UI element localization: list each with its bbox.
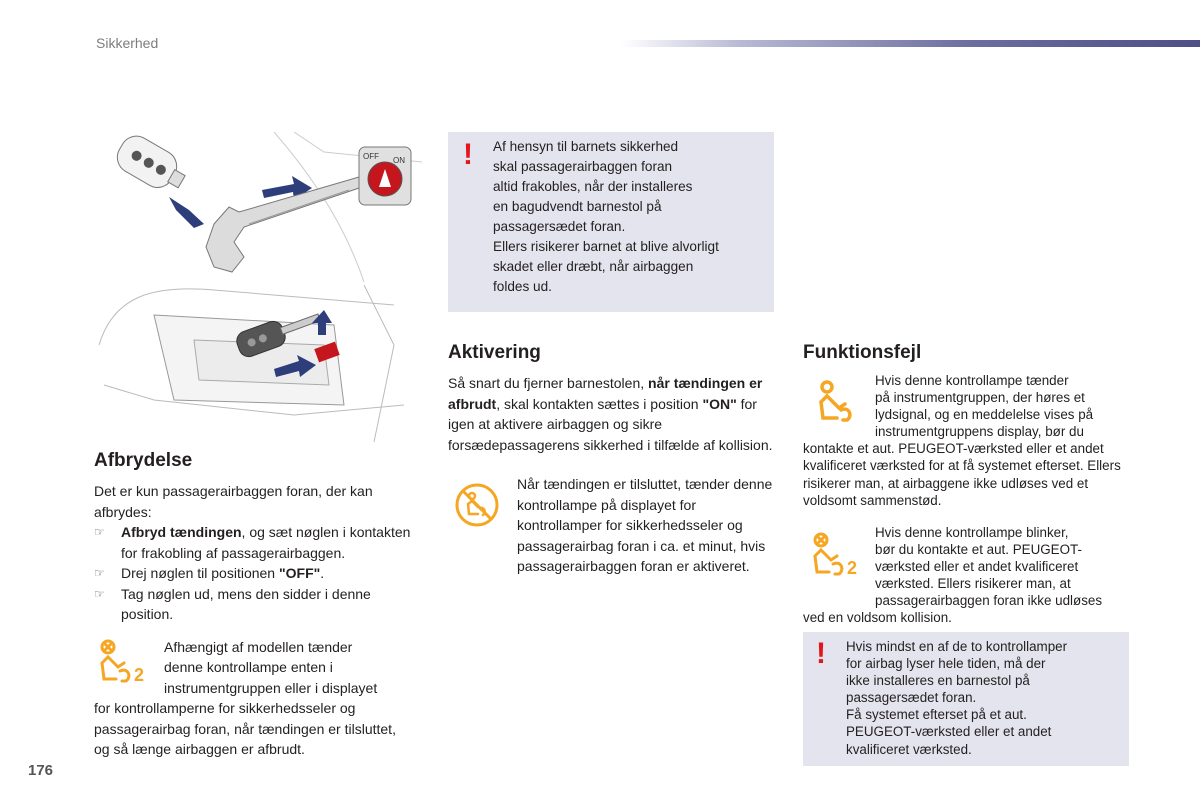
afbrydelse-note-line: denne kontrollampe enten i	[164, 659, 333, 675]
afbrydelse-intro: Det er kun passagerairbaggen foran, der kan afbrydes:	[94, 483, 373, 520]
svg-text:2: 2	[847, 557, 858, 578]
afbrydelse-section	[94, 450, 412, 760]
warning-line: passagersædet foran.	[846, 690, 977, 706]
funktionsfejl-rest: kontakte et aut. PEUGEOT-værksted eller et andet kvalificeret værksted for at få systemet efterset. Ellers risikerer man, at airbaggene ikke udløses ved et voldsomt sammenstød.	[803, 441, 1121, 508]
pointing-hand-icon: ☞	[94, 586, 105, 601]
funktionsfejl-line: værksted. Ellers risikerer man, at	[875, 576, 1071, 592]
funktionsfejl-line: Hvis denne kontrollampe tænder	[875, 373, 1069, 388]
list-item: ☞ Tag nøglen ud, mens den sidder i denne position.	[94, 585, 371, 622]
key-switch-drawing	[94, 132, 422, 282]
switch-on-label: ON	[393, 156, 405, 165]
warning-line: ikke installeres en barnestol på	[846, 673, 1030, 689]
warning-line: Få systemet efterset på et aut.	[846, 707, 1027, 723]
funktionsfejl-line: værksted eller et andet kvalificeret	[875, 558, 1079, 574]
exclamation-icon: !	[463, 138, 473, 171]
airbag-lamp-warning-box	[803, 632, 1129, 766]
warning-line: altid frakobles, når der installeres	[493, 179, 693, 194]
funktionsfejl-line: på instrumentgruppen, der høres et	[875, 390, 1085, 406]
afbrydelse-heading: Afbrydelse	[94, 450, 193, 471]
svg-text:2: 2	[134, 664, 145, 685]
funktionsfejl-section	[803, 342, 1131, 626]
afbrydelse-note-rest: for kontrollamperne for sikkerhedsseler og passagerairbag foran, når tændingen er tilsluttet, og så længe airbaggen er afbrudt.	[94, 700, 396, 757]
aktivering-note: Når tændingen er tilsluttet, tænder denne kontrollampe på displayet for kontrollamper for sikkerhedsseler og passagerairbag foran i ca. et minut, hvis passagerairbaggen foran er aktiveret.	[517, 476, 773, 574]
airbag-off-warning-icon	[94, 637, 160, 691]
warning-line: passagersædet foran.	[493, 219, 626, 234]
pointing-hand-icon: ☞	[94, 566, 105, 580]
funktionsfejl-line: instrumentgruppens display, bør du	[875, 424, 1084, 440]
aktivering-paragraph: Så snart du fjerner barnestolen, når tændingen er afbrudt, skal kontakten sættes i position "ON" for igen at aktivere airbaggen og sikre forsædepassagerens sikkerhed i tilfælde af kollision.	[448, 375, 773, 453]
airbag-lamp-warning-text	[846, 638, 1124, 758]
switch-off-label: OFF	[363, 152, 379, 161]
warning-line: en bagudvendt barnestol på	[493, 199, 662, 214]
warning-line: foldes ud.	[493, 279, 552, 294]
funktionsfejl-heading: Funktionsfejl	[803, 342, 922, 363]
warning-line: kvalificeret værksted.	[846, 741, 972, 757]
funktionsfejl-paragraph-1	[803, 372, 1131, 509]
funktionsfejl-line: ved en voldsom kollision.	[803, 610, 952, 626]
funktionsfejl-paragraph-2	[803, 524, 1131, 627]
warning-line: skal passagerairbaggen foran	[493, 159, 673, 174]
child-seat-warning-box	[448, 132, 774, 312]
warning-line: skadet eller dræbt, når airbaggen	[493, 259, 694, 274]
warning-line: Ellers risikerer barnet at blive alvorligt	[493, 239, 719, 254]
funktionsfejl-line: passagerairbaggen foran ikke udløses	[875, 593, 1103, 609]
warning-line: Hvis mindst en af de to kontrollamper	[846, 639, 1068, 654]
afbrydelse-note-line: Afhængigt af modellen tænder	[164, 638, 353, 655]
warning-line: for airbag lyser hele tiden, må der	[846, 656, 1046, 672]
funktionsfejl-line: Hvis denne kontrollampe blinker,	[875, 524, 1069, 540]
warning-line: PEUGEOT-værksted eller et andet	[846, 724, 1052, 740]
afbrydelse-note-line: instrumentgruppen eller i displayet	[164, 679, 378, 696]
pointing-hand-icon: ☞	[94, 525, 105, 539]
funktionsfejl-line: lydsignal, og en meddelelse vises på	[875, 407, 1094, 423]
header-bar	[622, 40, 1200, 47]
afbrydelse-steps	[94, 522, 412, 625]
afbrydelse-note	[94, 637, 412, 760]
child-seat-warning-text	[493, 137, 768, 297]
aktivering-heading: Aktivering	[448, 342, 541, 363]
key-switch-illustration	[94, 132, 422, 282]
aktivering-section	[448, 342, 774, 574]
airbag-off-warning-icon	[803, 524, 871, 604]
airbag-fault-icon	[803, 372, 871, 440]
warning-line: Af hensyn til barnets sikkerhed	[493, 139, 679, 154]
section-title: Sikkerhed	[96, 35, 159, 51]
funktionsfejl-line: bør du kontakte et aut. PEUGEOT-	[875, 541, 1082, 557]
airbag-on-crossed-icon	[454, 482, 500, 528]
list-item: ☞ Drej nøglen til positionen "OFF".	[94, 563, 412, 584]
exclamation-icon: !	[816, 637, 826, 670]
list-item: ☞ Afbryd tændingen, og sæt nøglen i kontakten for frakobling af passagerairbaggen.	[94, 524, 411, 561]
glovebox-illustration	[94, 285, 414, 442]
page-number: 176	[28, 762, 54, 779]
glovebox-drawing	[94, 285, 414, 442]
